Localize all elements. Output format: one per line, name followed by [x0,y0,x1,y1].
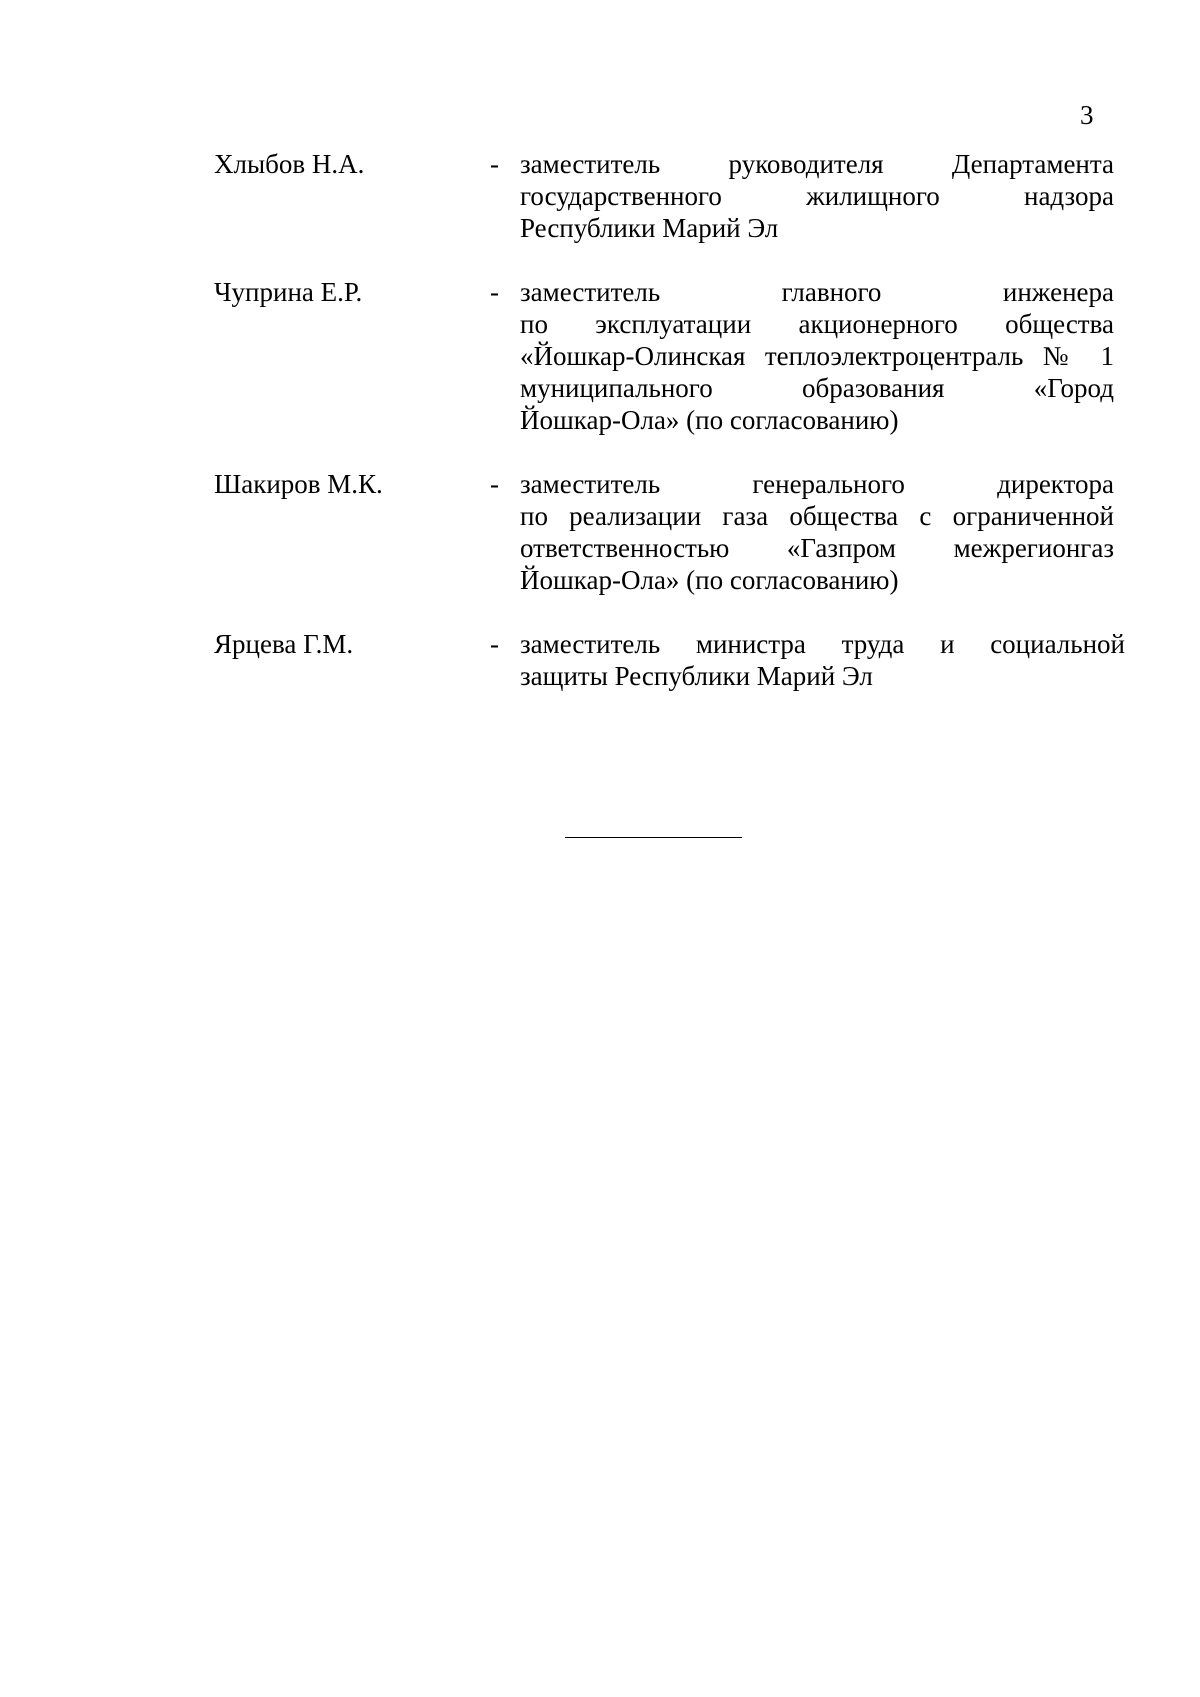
list-item [214,628,1125,692]
members-list [214,148,1125,692]
dash-separator: - [490,149,499,179]
dash-separator: - [490,469,499,499]
position-line: «Йошкар-Олинская теплоэлектроцентраль № 1 [520,341,1114,371]
member-name: Хлыбов Н.А. [214,149,365,179]
list-item [214,148,1114,244]
position-line: по эксплуатации акционерного общества [520,309,1114,339]
position-line: Йошкар-Ола» (по согласованию) [520,405,899,435]
position-line: муниципального образования «Город [520,373,1114,403]
position-line: заместитель руководителя Департамента [520,149,1114,179]
position-line: Республики Марий Эл [520,213,779,243]
member-position [520,148,1114,244]
position-line: Йошкар-Ола» (по согласованию) [520,565,899,595]
member-position [520,628,1125,692]
position-line: заместитель генерального директора [520,469,1114,499]
member-position [520,276,1114,436]
list-item [214,276,1114,436]
member-position [520,468,1114,596]
page-number: 3 [1080,100,1094,130]
position-line: государственного жилищного надзора [520,181,1114,211]
position-line: заместитель министра труда и социальной [520,629,1125,659]
closing-rule [565,837,742,838]
position-line: защиты Республики Марий Эл [520,661,873,691]
position-line: по реализации газа общества с ограниченной [520,501,1114,531]
position-line: ответственностью «Газпром межрегионгаз [520,533,1114,563]
member-name: Шакиров М.К. [214,469,383,499]
list-item [214,468,1114,596]
dash-separator: - [490,629,499,659]
member-name: Чуприна Е.Р. [214,277,363,307]
dash-separator: - [490,277,499,307]
position-line: заместитель главного инженера [520,277,1114,307]
member-name: Ярцева Г.М. [214,629,354,659]
